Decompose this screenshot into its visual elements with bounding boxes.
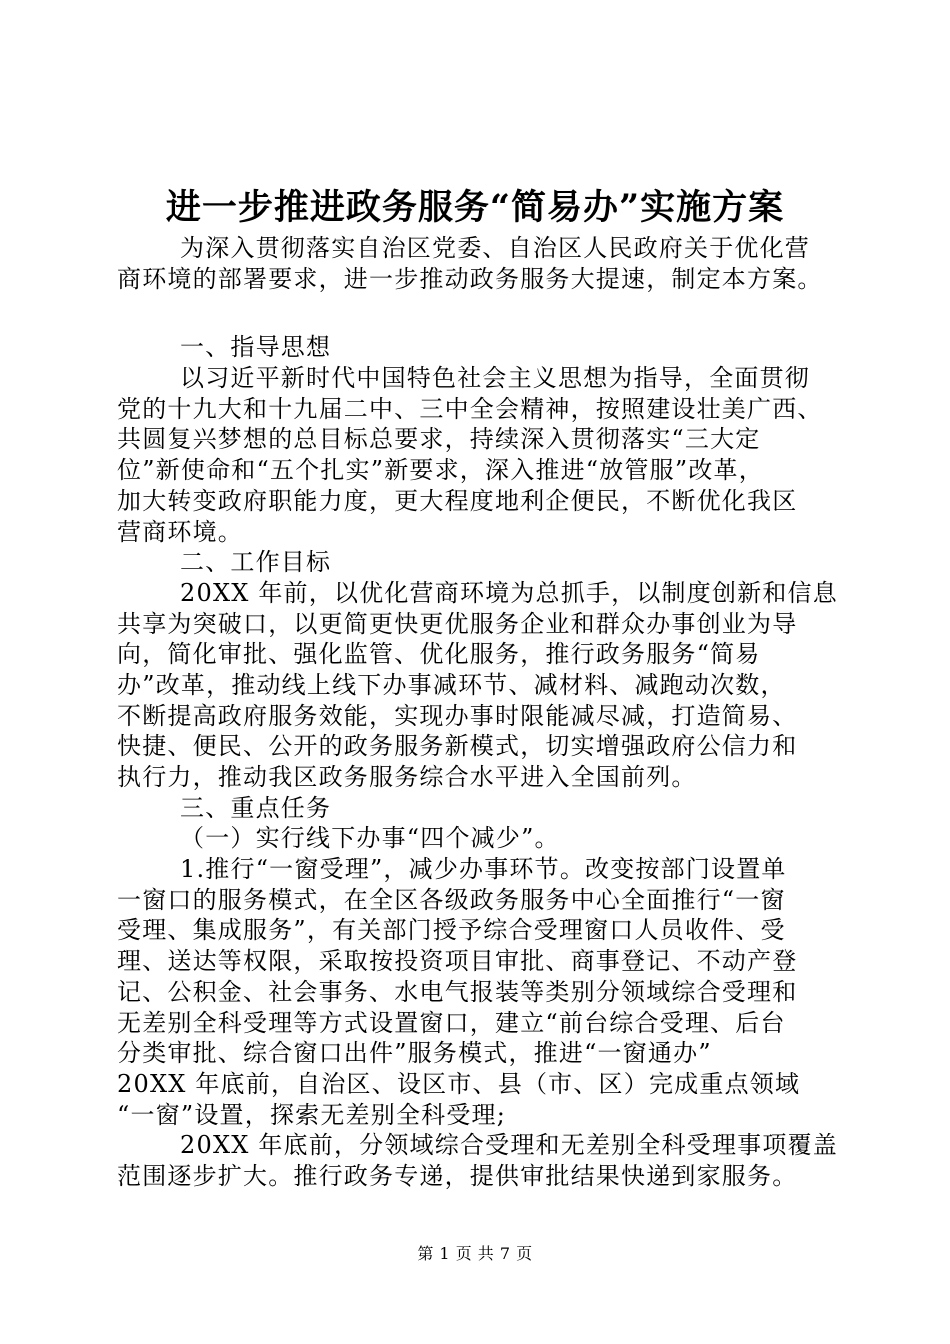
document-body (117, 233, 877, 1192)
text-line: 20XX 年底前，自治区、设区市、县（市、区）完成重点领域 (117, 1069, 801, 1098)
paragraph-gap (117, 294, 877, 332)
text-line: 商环境的部署要求，进一步推动政务服务大提速，制定本方案。 (117, 264, 823, 293)
text-line: 快捷、便民、公开的政务服务新模式，切实增强政府公信力和 (117, 732, 798, 761)
text-line: 记、公积金、社会事务、水电气报装等类别分领域综合受理和 (117, 977, 798, 1006)
document-title: 进一步推进政务服务“简易办”实施方案 (165, 187, 785, 228)
text-line: 以习近平新时代中国特色社会主义思想为指导，全面贯彻 (180, 364, 810, 393)
text-line: 为深入贯彻落实自治区党委、自治区人民政府关于优化营 (180, 234, 810, 262)
text-line: “一窗”设置，探索无差别全科受理; (117, 1100, 507, 1129)
text-line: 党的十九大和十九届二中、三中全会精神，按照建设壮美广西、 (117, 394, 823, 423)
text-line: 无差别全科受理等方式设置窗口，建立“前台综合受理、后台 (117, 1008, 786, 1037)
text-line: 位”新使命和“五个扎实”新要求，深入推进“放管服”改革， (117, 456, 764, 485)
text-line: 受理、集成服务”，有关部门授予综合受理窗口人员收件、受 (117, 916, 786, 945)
text-line: 执行力，推动我区政务服务综合水平进入全国前列。 (117, 763, 697, 791)
text-line: 共享为突破口，以更简更快更优服务企业和群众办事创业为导 (117, 609, 798, 638)
text-line: 不断提高政府服务效能，实现办事时限能减尽减，打造简易、 (117, 701, 798, 730)
text-line: 范围逐步扩大。推行政务专递，提供审批结果快递到家服务。 (117, 1161, 798, 1190)
text-line: 分类审批、综合窗口出件”服务模式，推进“一窗通办” (117, 1039, 712, 1068)
text-line: 共圆复兴梦想的总目标总要求，持续深入贯彻落实“三大定 (117, 425, 761, 454)
text-line: （一）实行线下办事“四个减少”。 (180, 824, 560, 853)
text-line: 一窗口的服务模式，在全区各级政务服务中心全面推行“一窗 (117, 885, 786, 914)
text-line: 1.推行“一窗受理”，减少办事环节。改变按部门设置单 (180, 855, 787, 884)
text-line: 二、工作目标 (180, 548, 332, 577)
text-line: 理、送达等权限，采取按投资项目审批、商事登记、不动产登 (117, 947, 798, 976)
text-line: 向，简化审批、强化监管、优化服务，推行政务服务“简易 (117, 640, 761, 669)
text-line: 加大转变政府职能力度，更大程度地利企便民，不断优化我区 (117, 486, 798, 515)
page-number-footer: 第 1 页 共 7 页 (417, 1244, 533, 1263)
text-line: 20XX 年前，以优化营商环境为总抓手，以制度创新和信息 (180, 578, 838, 607)
text-line: 20XX 年底前，分领域综合受理和无差别全科受理事项覆盖 (180, 1131, 838, 1160)
text-line: 营商环境。 (117, 517, 243, 546)
text-line: 三、重点任务 (180, 793, 332, 822)
text-line: 一、指导思想 (180, 333, 332, 362)
text-line: 办”改革，推动线上线下办事减环节、减材料、减跑动次数， (117, 670, 786, 699)
